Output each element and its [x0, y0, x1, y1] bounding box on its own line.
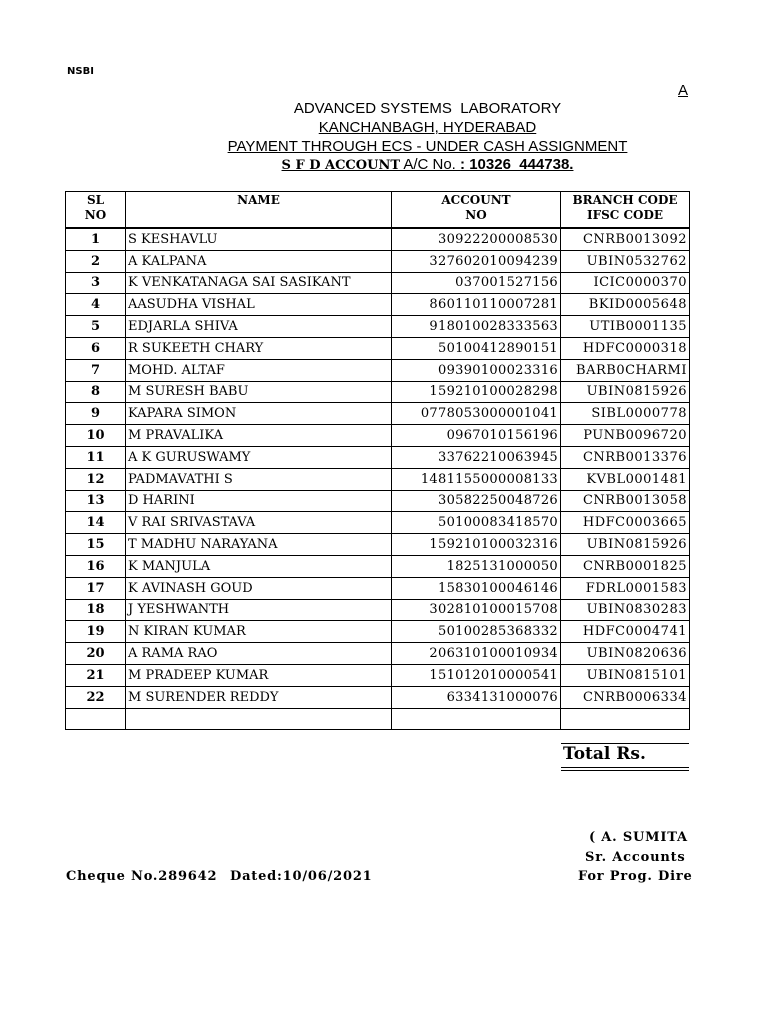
table-row: [66, 425, 690, 447]
row-ifsc-code: HDFC0004741: [561, 621, 690, 643]
table-row: [66, 534, 690, 556]
row-sl-no: 4: [66, 294, 126, 316]
total-bottom-rule-2: [561, 770, 689, 771]
table-header-row: [66, 192, 690, 229]
row-sl-no: 10: [66, 425, 126, 447]
row-account-no: 302810100015708: [392, 599, 561, 621]
table-row: [66, 621, 690, 643]
organization-address: KANCHANBAGH, HYDERABAD: [318, 119, 537, 136]
row-name: MOHD. ALTAF: [126, 359, 392, 381]
table-row: [66, 664, 690, 686]
row-ifsc-code: ICIC0000370: [561, 272, 690, 294]
row-name: M PRAVALIKA: [126, 425, 392, 447]
row-sl-no: 8: [66, 381, 126, 403]
account-label: S F D ACCOUNT: [281, 158, 400, 173]
document-code: NSBI: [67, 66, 94, 77]
row-sl-no: 11: [66, 446, 126, 468]
row-ifsc-code: CNRB0013376: [561, 446, 690, 468]
row-name: PADMAVATHI S: [126, 468, 392, 490]
row-account-no: 30922200008530: [392, 228, 561, 250]
empty-cell: [126, 708, 392, 730]
row-sl-no: 2: [66, 250, 126, 272]
table-row: [66, 643, 690, 665]
header-branch-line1: BRANCH CODE: [572, 193, 678, 207]
table-row: [66, 316, 690, 338]
header-name: [126, 192, 392, 229]
signatory-name: ( A. SUMITA: [589, 830, 688, 845]
row-account-no: 206310100010934: [392, 643, 561, 665]
row-sl-no: 22: [66, 686, 126, 708]
row-ifsc-code: HDFC0003665: [561, 512, 690, 534]
row-ifsc-code: BKID0005648: [561, 294, 690, 316]
header-name-text: NAME: [237, 193, 280, 207]
header-sl-line2: NO: [84, 208, 107, 222]
row-sl-no: 17: [66, 577, 126, 599]
table-row: [66, 403, 690, 425]
row-name: A KALPANA: [126, 250, 392, 272]
row-account-no: 0778053000001041: [392, 403, 561, 425]
row-ifsc-code: UBIN0820636: [561, 643, 690, 665]
row-account-no: 159210100028298: [392, 381, 561, 403]
page-mark: A: [678, 82, 689, 99]
row-name: D HARINI: [126, 490, 392, 512]
row-account-no: 50100285368332: [392, 621, 561, 643]
table-row: [66, 599, 690, 621]
row-sl-no: 1: [66, 228, 126, 250]
row-ifsc-code: SIBL0000778: [561, 403, 690, 425]
header-branch: [561, 192, 690, 229]
row-account-no: 33762210063945: [392, 446, 561, 468]
row-account-no: 860110110007281: [392, 294, 561, 316]
row-sl-no: 5: [66, 316, 126, 338]
row-name: K VENKATANAGA SAI SASIKANT: [126, 272, 392, 294]
row-ifsc-code: UBIN0815101: [561, 664, 690, 686]
row-ifsc-code: UBIN0830283: [561, 599, 690, 621]
row-ifsc-code: PUNB0096720: [561, 425, 690, 447]
row-name: A RAMA RAO: [126, 643, 392, 665]
row-account-no: 09390100023316: [392, 359, 561, 381]
row-sl-no: 19: [66, 621, 126, 643]
table-row-empty: [66, 708, 690, 730]
table-row: [66, 272, 690, 294]
row-ifsc-code: KVBL0001481: [561, 468, 690, 490]
table-row: [66, 468, 690, 490]
row-sl-no: 20: [66, 643, 126, 665]
row-sl-no: 14: [66, 512, 126, 534]
row-account-no: 6334131000076: [392, 686, 561, 708]
row-account-no: 151012010000541: [392, 664, 561, 686]
row-name: M SURESH BABU: [126, 381, 392, 403]
table-row: [66, 490, 690, 512]
row-ifsc-code: UBIN0815926: [561, 381, 690, 403]
table-row: [66, 686, 690, 708]
row-name: K AVINASH GOUD: [126, 577, 392, 599]
row-sl-no: 13: [66, 490, 126, 512]
row-ifsc-code: FDRL0001583: [561, 577, 690, 599]
table-row: [66, 337, 690, 359]
row-name: KAPARA SIMON: [126, 403, 392, 425]
table-row: [66, 359, 690, 381]
row-sl-no: 18: [66, 599, 126, 621]
header-account: [392, 192, 561, 229]
row-account-no: 037001527156: [392, 272, 561, 294]
table-row: [66, 555, 690, 577]
row-name: EDJARLA SHIVA: [126, 316, 392, 338]
row-ifsc-code: CNRB0006334: [561, 686, 690, 708]
row-name: R SUKEETH CHARY: [126, 337, 392, 359]
signatory-designation: Sr. Accounts: [585, 850, 686, 865]
cheque-number: Cheque No.289642: [66, 869, 218, 884]
row-ifsc-code: UTIB0001135: [561, 316, 690, 338]
row-account-no: 50100083418570: [392, 512, 561, 534]
row-account-no: 0967010156196: [392, 425, 561, 447]
row-name: K MANJULA: [126, 555, 392, 577]
row-account-no: 50100412890151: [392, 337, 561, 359]
table-row: [66, 381, 690, 403]
table-row: [66, 250, 690, 272]
header-account-line2: NO: [465, 208, 487, 222]
cheque-date: Dated:10/06/2021: [230, 869, 373, 884]
row-name: M SURENDER REDDY: [126, 686, 392, 708]
signatory-for-line: For Prog. Dire: [578, 869, 693, 884]
row-name: S KESHAVLU: [126, 228, 392, 250]
row-sl-no: 9: [66, 403, 126, 425]
header-sl: [66, 192, 126, 229]
row-sl-no: 21: [66, 664, 126, 686]
organization-title: ADVANCED SYSTEMS LABORATORY: [293, 100, 562, 117]
empty-cell: [561, 708, 690, 730]
table-row: [66, 577, 690, 599]
table-row: [66, 512, 690, 534]
row-account-no: 327602010094239: [392, 250, 561, 272]
row-account-no: 30582250048726: [392, 490, 561, 512]
row-account-no: 1481155000008133: [392, 468, 561, 490]
document-subject: PAYMENT THROUGH ECS - UNDER CASH ASSIGNMENT: [227, 138, 628, 155]
row-name: N KIRAN KUMAR: [126, 621, 392, 643]
row-sl-no: 3: [66, 272, 126, 294]
header-account-line1: ACCOUNT: [441, 193, 511, 207]
row-ifsc-code: CNRB0001825: [561, 555, 690, 577]
table-row: [66, 294, 690, 316]
row-account-no: 159210100032316: [392, 534, 561, 556]
header-sl-line1: SL: [86, 193, 105, 207]
total-bottom-rule-1: [561, 767, 689, 768]
row-sl-no: 6: [66, 337, 126, 359]
total-label: Total Rs.: [563, 744, 646, 764]
empty-cell: [66, 708, 126, 730]
row-sl-no: 15: [66, 534, 126, 556]
row-sl-no: 7: [66, 359, 126, 381]
payment-table: [65, 191, 690, 730]
row-sl-no: 12: [66, 468, 126, 490]
row-ifsc-code: HDFC0000318: [561, 337, 690, 359]
row-name: V RAI SRIVASTAVA: [126, 512, 392, 534]
account-ac-label: A/C No.: [400, 156, 461, 173]
account-number: : 10326 444738.: [460, 156, 574, 173]
row-name: A K GURUSWAMY: [126, 446, 392, 468]
table-row: [66, 228, 690, 250]
row-account-no: 15830100046146: [392, 577, 561, 599]
row-ifsc-code: BARB0CHARMI: [561, 359, 690, 381]
row-ifsc-code: CNRB0013092: [561, 228, 690, 250]
row-name: J YESHWANTH: [126, 599, 392, 621]
header-branch-line2: IFSC CODE: [586, 208, 664, 222]
row-account-no: 1825131000050: [392, 555, 561, 577]
row-ifsc-code: UBIN0815926: [561, 534, 690, 556]
row-name: AASUDHA VISHAL: [126, 294, 392, 316]
row-ifsc-code: CNRB0013058: [561, 490, 690, 512]
row-name: T MADHU NARAYANA: [126, 534, 392, 556]
table-row: [66, 446, 690, 468]
empty-cell: [392, 708, 561, 730]
row-sl-no: 16: [66, 555, 126, 577]
row-ifsc-code: UBIN0532762: [561, 250, 690, 272]
account-line: [190, 156, 665, 173]
row-account-no: 918010028333563: [392, 316, 561, 338]
row-name: M PRADEEP KUMAR: [126, 664, 392, 686]
